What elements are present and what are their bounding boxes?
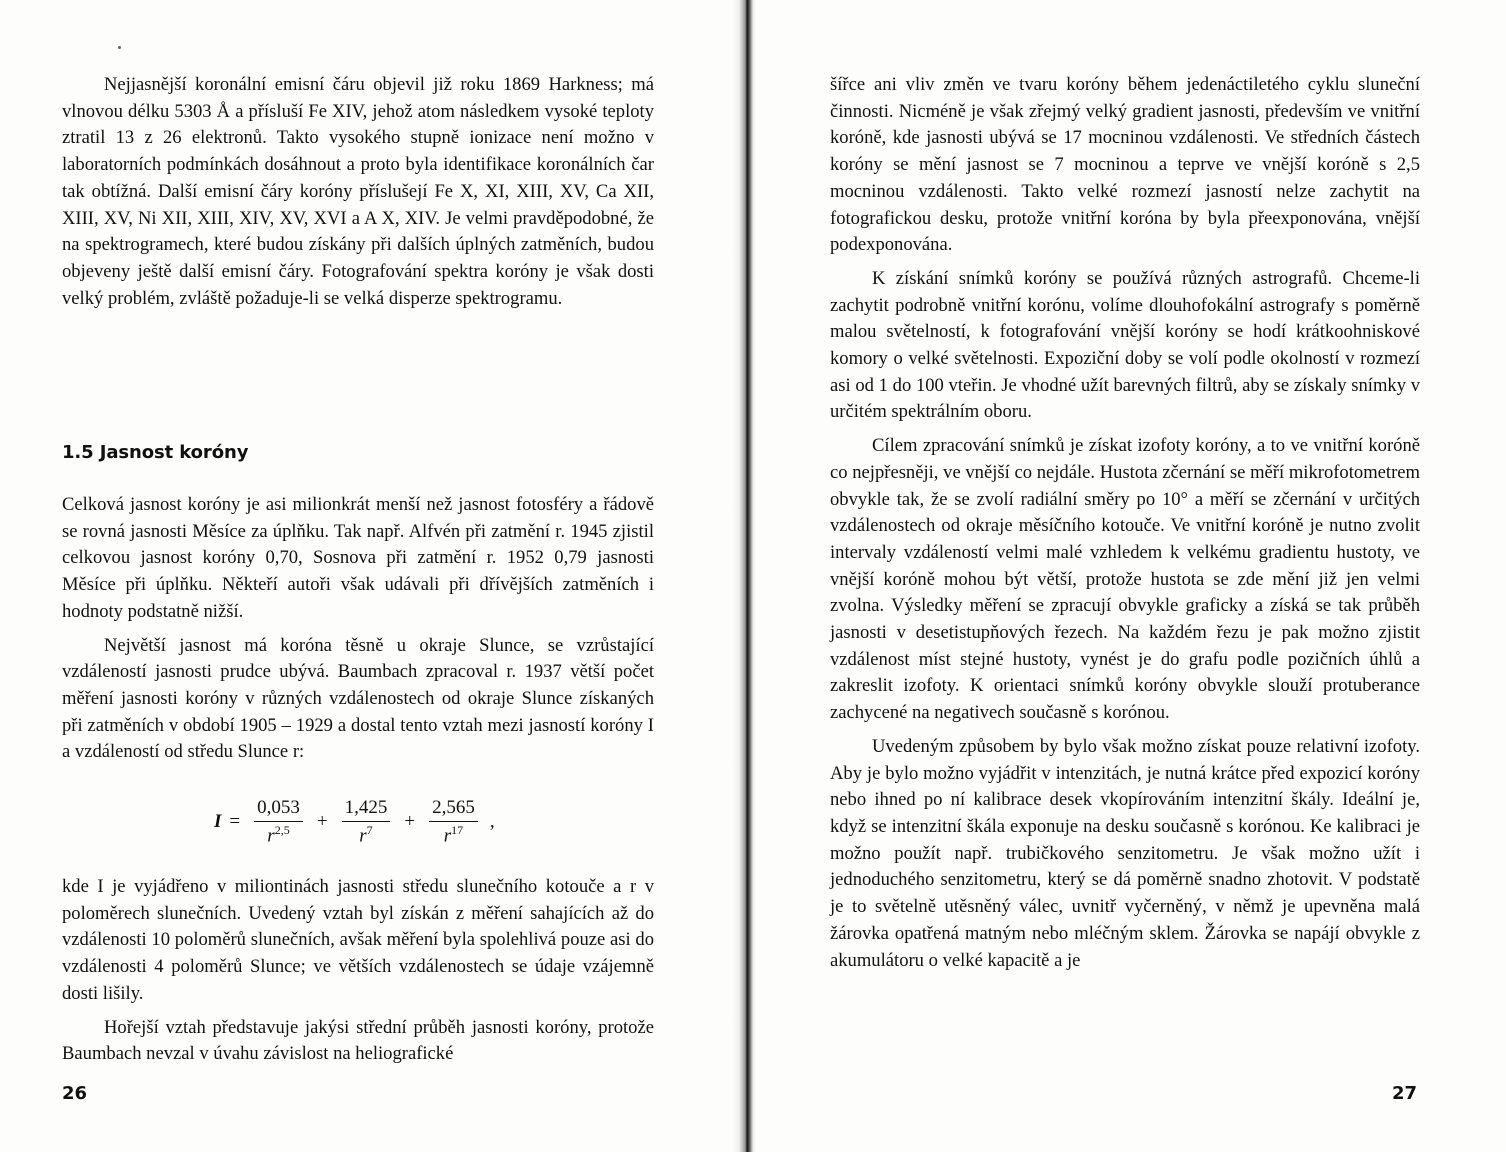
term-3-base: r xyxy=(443,825,452,847)
formula-term-2 xyxy=(342,797,391,847)
page-number-left: 26 xyxy=(62,1083,88,1104)
right-text xyxy=(830,72,1420,974)
paragraph-emission-lines: Nejjasnější koronální emisní čáru objevil již roku 1869 Harkness; má vlnovou délku 5303 Å a přísluší Fe XIV, jehož atom následkem vysoké teploty ztratil 13 z 26 elektronů. Takto vysokého stupně ionizace není možno v laboratorních podmínkách dosáhnout a proto byla identifikace koronálních čar tak obtížná. Další emisní čáry koróny příslušejí Fe X, XI, XIII, XV, Ca XII, XIII, XV, Ni XII, XIII, XIV, XV, XVI a A X, XIV. Je velmi pravděpodobné, že na spektrogramech, které budou získány při dalších úplných zatměních, budou objeveny ještě další emisní čáry. Fotografování spektra koróny je však dosti velký problém, zvláště požaduje-li se velká disperze spektrogramu. xyxy=(62,74,654,309)
paragraph-isophotes: Cílem zpracování snímků je získat izofoty koróny, a to ve vnitřní koróně co nejpřesněji, ve vnější co nejdále. Hustota zčernání se měří mikrofotometrem obvykle tak, že se zvolí radiální směry po 10° a měří se zčernání v určitých vzdálenostech od okraje měsíčního kotouče. Ve vnitřní koróně je nutno zvolit intervaly vzdáleností velmi malé vzhledem k velkému gradientu hustoty, ve vnější koróně mohou být větší, protože hustota se zde mění již jen velmi zvolna. Výsledky měření se zpracují obvykle graficky a získá se tak průběh jasnosti v desetistupňových řezech. Na každém řezu je pak možno zjistit vzdálenost míst stejné hustoty, vynést je do grafu podle pozičních úhlů a zakreslit izofoty. K orientaci snímků koróny obvykle slouží protuberance zachycené na negativech současně s korónou. xyxy=(830,435,1420,724)
formula-equals: = xyxy=(229,811,241,832)
print-speck xyxy=(118,46,121,49)
book-gutter xyxy=(730,0,756,1152)
baumbach-formula xyxy=(0,792,730,852)
left-bottom-text xyxy=(62,874,654,1068)
term-2-exponent: 7 xyxy=(366,822,373,837)
formula-term-3 xyxy=(429,797,478,847)
left-top-text xyxy=(62,72,654,312)
right-page xyxy=(756,0,1506,1152)
formula-term-1 xyxy=(254,797,303,847)
section-heading: 1.5 Jasnost koróny xyxy=(62,442,249,463)
paragraph-baumbach: Největší jasnost má koróna těsně u okraje Slunce, se vzrůstající vzdáleností jasnosti prudce ubývá. Baumbach zpracoval r. 1937 větší počet měření jasnosti koróny v různých vzdálenostech od okraje Slunce získaných při zatměních v období 1905 – 1929 a dostal tento vztah mezi jasností koróny I a vzdáleností od středu Slunce r: xyxy=(62,634,654,763)
paragraph-gradient: šířce ani vliv změn ve tvaru koróny během jedenáctiletého cyklu sluneční činnosti. Nicméně je však zřejmý velký gradient jasnosti, především ve vnitřní koróně, kde jasnosti ubývá se 17 mocninou vzdálenosti. Ve středních částech koróny se mění jasnost se 7 mocninou a teprve ve vnější koróně s 2,5 mocninou vzdálenosti. Takto velké rozmezí jasností nelze zachytit na fotografickou desku, protože vnitřní koróna by byla přeexponována, vnější podexponována. xyxy=(830,74,1420,256)
term-2-base: r xyxy=(359,825,367,847)
formula-plus-2: + xyxy=(404,811,416,832)
paragraph-calibration: Uvedeným způsobem by bylo však možno získat pouze relativní izofoty. Aby je bylo možno vyjádřit v intenzitách, je nutná krátce před expozicí koróny nebo ihned po ní kalibrace desek vkopírováním intenzitní škály. Ideální je, když se intenzitní škála exponuje na desku současně s korónou. Ke kalibraci je možno použít např. trubičkového senzitometru. Je však možno užít i jednoduchého senzitometru, který se dá poměrně snadno zhotovit. V podstatě je to světelně utěsněný válec, uvnitř vyčerněný, v němž je upevněna malá žárovka opatřená matným nebo mléčným sklem. Žárovka se napájí obvykle z akumulátoru o velké kapacitě a je xyxy=(830,735,1420,971)
term-3-numerator: 2,565 xyxy=(429,797,478,822)
formula-trailing-comma: , xyxy=(489,811,495,832)
term-1-exponent: 2,5 xyxy=(274,822,290,837)
paragraph-total-brightness: Celková jasnost koróny je asi milionkrát menší než jasnost fotosféry a řádově se rovná jasnosti Měsíce za úplňku. Tak např. Alfvén při zatmění r. 1945 zjistil celkovou jasnost koróny 0,70, Sosnova při zatmění r. 1952 0,79 jasnosti Měsíce při úplňku. Někteří autoři však udávali při dřívějších zatměních i hodnoty podstatně nižší. xyxy=(62,494,654,622)
term-3-exponent: 17 xyxy=(451,822,464,837)
left-page xyxy=(0,0,730,1152)
paragraph-mean-course: Hořejší vztah představuje jakýsi střední průběh jasnosti koróny, protože Baumbach nevzal v úvahu závislost na heliografické xyxy=(62,1016,654,1065)
left-middle-text xyxy=(62,492,654,766)
term-2-numerator: 1,425 xyxy=(342,797,391,822)
paragraph-astrographs: K získání snímků koróny se používá různých astrografů. Chceme-li zachytit podrobně vnitřní korónu, volíme dlouhofokální astrografy s poměrně malou světelností, k fotografování vnější koróny se hodí krátkoohniskové komory o velké světelnosti. Expoziční doby se volí podle okolností v rozmezí asi od 1 do 100 vteřin. Je vhodné užít barevných filtrů, aby se získaly snímky v určitém spektrálním oboru. xyxy=(830,267,1420,423)
formula-lhs: I xyxy=(214,811,222,832)
page-number-right: 27 xyxy=(1392,1083,1418,1104)
term-1-base: r xyxy=(267,825,275,847)
formula-plus-1: + xyxy=(316,811,328,832)
term-1-numerator: 0,053 xyxy=(254,797,303,822)
paragraph-units: kde I je vyjádřeno v miliontinách jasnosti středu slunečního kotouče a r v poloměrech slunečních. Uvedený vztah byl získán z měření sahajících až do vzdálenosti 10 poloměrů slunečních, avšak měření byla spolehlivá pouze asi do vzdálenosti 4 poloměrů Slunce; ve větších vzdálenostech se údaje vzájemně dosti lišily. xyxy=(62,876,654,1004)
